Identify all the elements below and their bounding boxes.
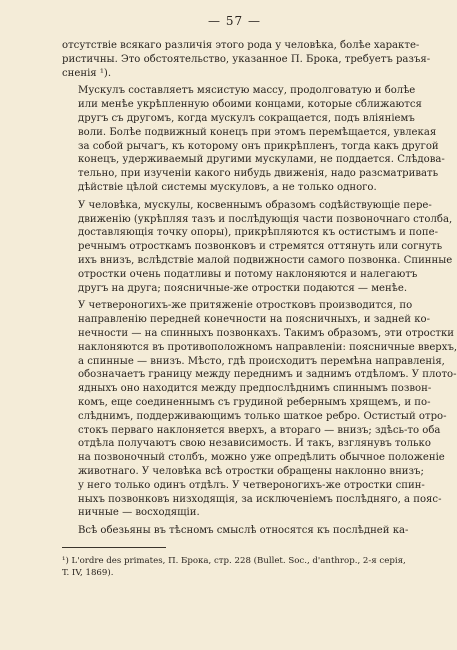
text-line: комъ, еще соединеннымъ съ грудиной ребернымъ хрящемъ, и по-	[78, 396, 431, 408]
text-line: ихъ внизъ, вслѣдствіе малой подвижности самого позвонка. Спинные	[78, 254, 453, 266]
text-line: ничные — восходящіи.	[78, 507, 200, 519]
text-line: отростки очень податливы и потому наклоняются и налегаютъ	[78, 268, 418, 280]
footnote	[62, 555, 407, 579]
text-line: речнымъ отросткамъ позвонковъ и стремятся оттянуть или согнуть	[78, 241, 443, 253]
paragraph	[62, 39, 431, 80]
text-line: другъ на друга; поясничные-же отростки подаются — менѣе.	[78, 282, 408, 294]
text-line: или менѣе укрѣпленную обоими концами, которые сближаются	[78, 99, 422, 111]
text-line: наклоняются въ противоположномъ направленіи: поясничные вверхъ,	[78, 341, 457, 353]
text-line: животнаго. У человѣка всѣ отростки обращены наклонно внизъ;	[78, 465, 424, 477]
text-line: у него только одинъ отдѣлъ. У четвероногихъ-же отростки спин-	[78, 479, 425, 491]
footnote-line: ¹) L'ordre des primates, П. Брока, стр. 228 (Bullet. Soc., d'anthrop., 2-я серія,	[62, 555, 406, 566]
text-line: отсутствіе всякаго различія этого рода у человѣка, болѣе характе-	[62, 40, 420, 51]
text-line: а спинные — внизъ. Мѣсто, гдѣ происходитъ перемѣна направленія,	[78, 355, 445, 367]
text-line: ныхъ позвонковъ низходящія, за исключеніемъ послѣдняго, а пояс-	[78, 493, 442, 505]
text-line: направленію передней конечности на поясничныхъ, и задней ко-	[78, 314, 431, 326]
paragraph	[62, 199, 453, 296]
text-line: Мускулъ составляетъ мясистую массу, продолговатую и болѣе	[78, 85, 416, 97]
text-line: У четвероногихъ-же притяженіе отростковъ производится, по	[78, 300, 413, 312]
paragraph	[62, 524, 407, 538]
text-line: ядныхъ оно находится между предпослѣднимъ спиннымъ позвон-	[78, 383, 432, 395]
text-line: нечности — на спинныхъ позвонкахъ. Такимъ образомъ, эти отростки	[78, 327, 455, 339]
text-line: слѣднимъ, поддерживающимъ только шаткое ребро. Остистый отро-	[78, 410, 447, 422]
footnote-line: T. IV, 1869).	[62, 567, 114, 578]
text-line: У человѣка, мускулы, косвеннымъ образомъ содѣйствующіе пере-	[78, 199, 432, 211]
paragraph	[62, 299, 457, 520]
text-line: движенію (укрѣпляя тазъ и послѣдующія части позвоночнаго столба,	[78, 213, 453, 225]
text-line: доставляющія точку опоры), прикрѣпляются къ остистымъ и попе-	[78, 227, 438, 239]
text-line: дѣйствіе цѣлой системы мускуловъ, а не только одного.	[78, 181, 377, 193]
text-line: обозначаетъ границу между переднимъ и заднимъ отдѣломъ. У плото-	[78, 369, 457, 381]
text-line: за собой рычагъ, къ которому онъ прикрѣпленъ, тогда какъ другой	[78, 140, 439, 152]
text-line: конецъ, удерживаемый другими мускулами, не поддается. Слѣдова-	[78, 154, 445, 166]
text-line: другъ съ другомъ, когда мускулъ сокращается, подъ вліяніемъ	[78, 112, 415, 124]
body-text	[62, 39, 457, 538]
page-number: — 57 —	[208, 14, 261, 28]
text-line: воли. Болѣе подвижный конецъ при этомъ перемѣщается, увлекая	[78, 126, 437, 138]
text-line: стокъ перваго наклоняется вверхъ, а втораго — внизъ; здѣсь-то оба	[78, 424, 441, 436]
text-line: ристичны. Это обстоятельство, указанное П. Брока, требуетъ разъя-	[62, 53, 431, 65]
text-line: на позвоночный столбъ, можно уже опредѣлить обычное положеніе	[78, 452, 445, 464]
text-line: отдѣла получаютъ свою независимость. И такъ, взглянувъ только	[78, 438, 431, 450]
footnote-divider	[62, 547, 166, 548]
text-line: Всѣ обезьяны въ тѣсномъ смыслѣ относятся къ послѣдней ка-	[78, 525, 409, 537]
text-line: тельно, при изученіи какого нибудь движенія, надо разсматривать	[78, 168, 439, 180]
text-line: сненія ¹).	[62, 67, 112, 79]
paragraph	[62, 84, 445, 194]
